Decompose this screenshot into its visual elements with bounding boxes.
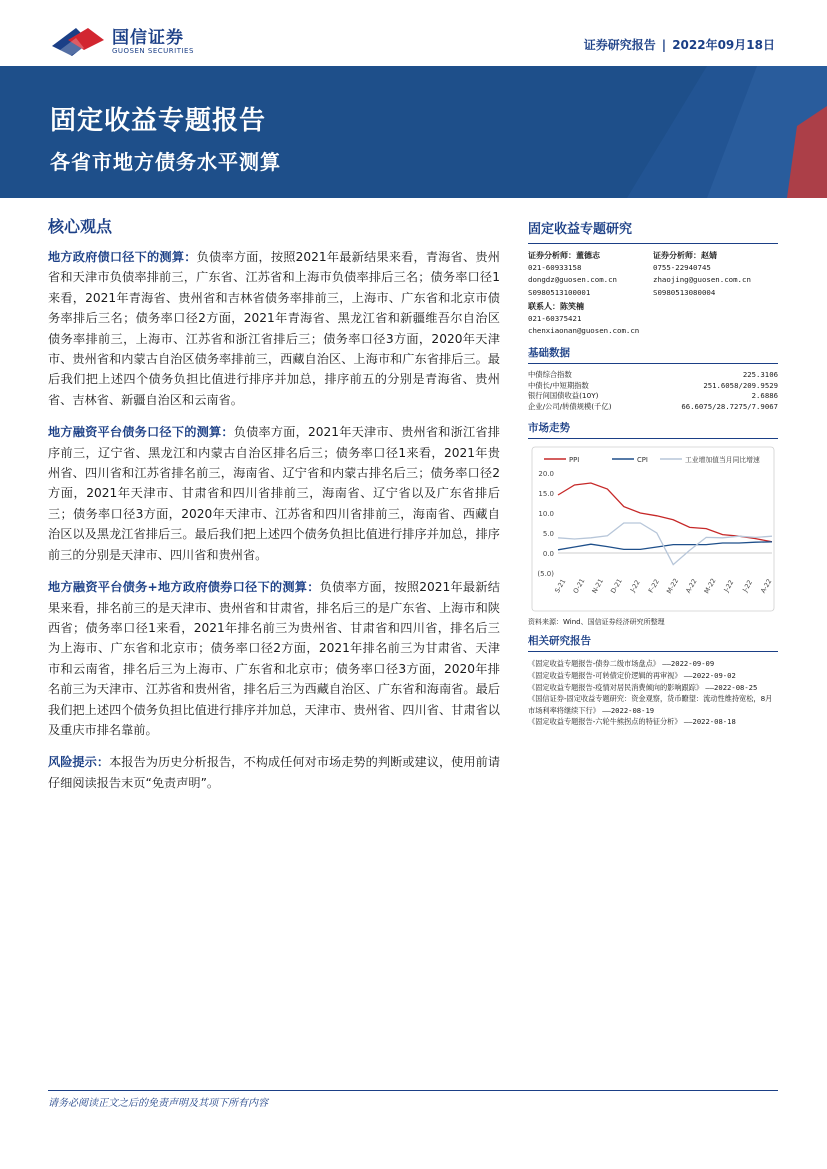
paragraph-text: 负债率方面，按照2021年最新结果来看，排名前三的是天津市、贵州省和甘肃省，排名后三的是广东省、上海市和陕西省；债务率口径1来看，2021年排名前三为贵州省、甘肃省和四川省，排名后三为上海市、广东省和北京市；债务率口径2方面，2021年排名前三为甘肃省、天津市和云南省，排名后三为上海市、广东省和北京市；债务率口径3方面，2020年排名前三为天津市、江苏省和贵州省，排名后三为西藏自治区、广东省和海南省。最后我们把上述四个债务负担比值进行排序并加总，天津市、贵州省、四川省、甘肃省以及重庆市排名靠前。 [48,580,500,737]
report-category-title: 固定收益专题报告 [50,106,267,136]
paragraph-lead: 地方融资平台债务+地方政府债券口径下的测算： [48,580,320,595]
basic-data-row [528,381,778,392]
paragraph-text: 负债率方面，2021年天津市、贵州省和浙江省排序前三，辽宁省、黑龙江和内蒙古自治区排名后三；债务率口径1来看，2021年贵州省、四川省和江苏省排名前三，海南省、辽宁省和内蒙古排名后三；债务率口径2方面，2021年天津市、甘肃省和四川省排前三，海南省、辽宁省以及广东省排后三；债务率口径3方面，2020年天津市、江苏省和四川省排前三，海南省、西藏自治区以及黑龙江省排后三。最后我们把上述四个债务负担比值进行排序并加总，排序前三的分别是天津市、四川省和贵州省。 [48,425,500,562]
basic-data-label: 企业/公司/转债规模(千亿) [528,401,612,411]
related-report-date: ——2022-08-18 [683,717,736,727]
basic-data-label: 中债长/中短期指数 [528,380,589,390]
x-tick-label: S-21 [553,578,568,595]
basic-data-value: 225.3106 [742,370,778,380]
logo-text-cn: 国信证券 [112,28,184,48]
legend-label: 工业增加值当月同比增速 [685,456,760,465]
analyst-email[interactable]: zhaojing@guosen.com.cn [653,275,751,285]
analyst-cert: S0980513080004 [653,287,716,297]
footer-disclaimer: 请务必阅读正文之后的免责声明及其项下所有内容 [48,1098,268,1109]
related-report-date: ——2022-09-09 [662,659,715,669]
y-tick-label: 15.0 [538,490,554,499]
analyst-cert: S0980513100001 [528,287,591,297]
chart-source: 资料来源：Wind、国信证券经济研究所整理 [528,618,665,627]
related-report-title: 《固定收益专题报告-债券二级市场盘点》 [528,659,660,669]
basic-data-label: 中债综合指数 [528,370,572,380]
related-reports-title: 相关研究报告 [528,633,778,652]
related-report-title: 《国信证券-固定收益专题研究：资金观察，货币瞭望：流动性维持宽松，8月市场利率将继续下行》 [528,694,773,715]
x-tick-label: A-22 [684,577,699,595]
y-tick-label: 10.0 [538,510,554,519]
contact-email[interactable]: chenxiaonan@guosen.com.cn [528,326,640,336]
related-report-item[interactable] [528,682,778,694]
paragraph-risk-warning [48,752,500,793]
report-type: 证券研究报告 [583,38,656,52]
related-report-title: 《固定收益专题报告-六轮牛熊拐点的特征分析》 [528,717,682,727]
x-tick-label: M-22 [665,577,681,596]
analyst-email[interactable]: dongdz@guosen.com.cn [528,275,617,285]
contact-phone: 021-60375421 [528,314,582,324]
related-report-item[interactable] [528,658,778,670]
basic-data-table [528,370,778,412]
report-meta: 证券研究报告 | 2022年09月18日 [583,38,775,52]
paragraph-lgfv-debt [48,422,500,565]
related-report-item[interactable] [528,670,778,682]
analyst-name: 证券分析师：赵婧 [653,251,717,260]
core-view-section [48,214,500,805]
legend-label: CPI [637,456,648,465]
chart-svg [528,445,778,615]
banner-decoration [507,66,827,198]
footer-divider [48,1090,778,1091]
analyst-card [653,250,778,299]
basic-data-value: 66.6075/28.7275/7.9067 [681,401,778,411]
related-report-date: ——2022-09-02 [683,671,736,681]
x-tick-label: J-22 [628,579,642,594]
related-report-date: ——2022-08-25 [705,682,758,692]
basic-data-value: 2.6886 [751,391,778,401]
market-trend-title: 市场走势 [528,420,778,439]
analyst-phone: 0755-22940745 [653,263,711,273]
report-date: 2022年09月18日 [672,38,775,52]
y-tick-label: 5.0 [542,530,554,539]
sidebar-title: 固定收益专题研究 [528,218,778,244]
related-report-date: ——2022-08-19 [602,705,655,715]
title-banner [0,66,827,198]
paragraph-lead: 地方政府债口径下的测算： [48,250,197,264]
sidebar [528,218,778,728]
series-line-0 [558,483,772,542]
logo-text-en: GUOSEN SECURITIES [112,47,194,55]
analyst-list [528,250,778,299]
analyst-name: 证券分析师：董德志 [528,251,600,260]
guosen-logo-icon [50,26,106,58]
basic-data-title: 基础数据 [528,345,778,364]
x-tick-label: O-21 [571,577,587,596]
paragraph-text: 负债率方面，按照2021年最新结果来看，青海省、贵州省和天津市负债率排前三，广东省、江苏省和上海市负债率排后三名；债务率口径1来看，2021年青海省、贵州省和吉林省债务率排前三，上海市、广东省和北京市债务率排后三名；债务率口径2方面，2021年青海省、黑龙江省和新疆维吾尔自治区债务率排前三，上海市、江苏省和浙江省排后三；债务率口径3方面，2020年天津市、贵州省和内蒙古自治区债务率排前三，西藏自治区、上海市和广东省排后三。最后我们把上述四个债务负担比值进行排序并加总，排序前五的分别是青海省、贵州省、吉林省、新疆自治区和云南省。 [48,250,500,407]
related-reports-list [528,658,778,728]
basic-data-value: 251.6058/209.9529 [703,380,778,390]
x-tick-label: J-22 [722,579,736,594]
paragraph-lead: 地方融资平台债务口径下的测算： [48,425,234,440]
x-tick-label: N-21 [590,577,606,596]
basic-data-row [528,391,778,402]
related-report-title: 《固定收益专题报告-疫情对居民消费倾向的影响跟踪》 [528,682,704,692]
basic-data-row [528,370,778,381]
x-tick-label: F-22 [646,578,661,595]
report-title: 各省市地方债务水平测算 [50,150,281,174]
contact-name: 联系人：陈笑楠 [528,301,584,311]
paragraph-lead: 风险提示： [48,755,110,770]
basic-data-row [528,402,778,413]
analyst-card [528,250,653,299]
x-tick-label: D-21 [609,577,624,596]
legend-label: PPI [569,456,580,465]
contact-card [528,301,778,338]
market-trend-chart [528,445,778,615]
related-report-item[interactable] [528,693,778,716]
x-tick-label: A-22 [759,577,774,595]
basic-data-label: 银行间国债收益(10Y) [528,391,599,401]
paragraph-local-gov-debt [48,247,500,410]
y-tick-label: (5.0) [537,570,554,579]
related-report-item[interactable] [528,716,778,728]
paragraph-text: 本报告为历史分析报告，不构成任何对市场走势的判断或建议，使用前请仔细阅读报告末页“免责声明”。 [48,755,501,790]
y-tick-label: 20.0 [538,470,554,479]
company-logo [50,20,200,62]
related-report-title: 《固定收益专题报告-可转债定价逻辑的再审视》 [528,671,682,681]
y-tick-label: 0.0 [542,550,554,559]
x-tick-label: J-22 [740,579,755,594]
analyst-phone: 021-60933158 [528,263,582,273]
paragraph-combined-debt [48,577,500,740]
x-tick-label: M-22 [702,577,718,596]
core-view-title: 核心观点 [48,217,113,236]
